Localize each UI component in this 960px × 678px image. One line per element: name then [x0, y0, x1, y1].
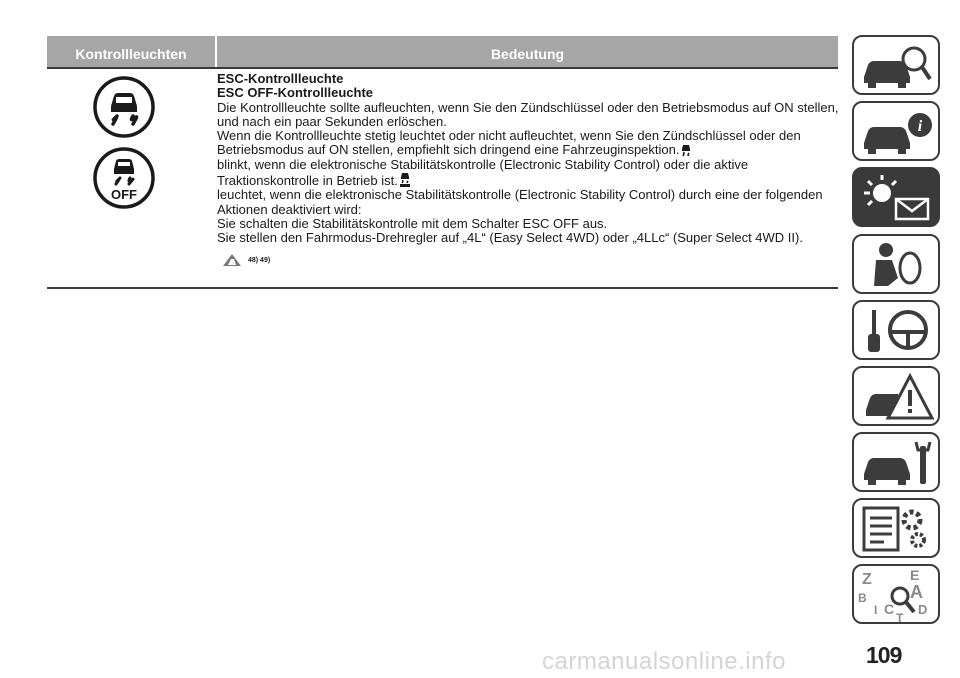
paragraph-3: blinkt, wenn die elektronische Stabilitätskontrolle (Electronic Stability Control) oder die aktive Traktionskontrolle in Betrieb ist.: [217, 156, 749, 189]
tab-warning-lights[interactable]: [852, 167, 940, 227]
table-bottom-rule: [47, 287, 838, 289]
tab-safety[interactable]: [852, 234, 940, 294]
car-crash-warning-icon: [854, 368, 938, 424]
esc-off-inline-icon: [398, 172, 412, 188]
off-label: OFF: [111, 187, 137, 202]
checklist-gears-icon: [854, 500, 938, 556]
car-search-icon: [854, 37, 938, 93]
svg-text:B: B: [858, 591, 867, 605]
alphabet-index-icon: [854, 566, 938, 622]
svg-text:Z: Z: [862, 571, 872, 588]
svg-text:C: C: [884, 601, 895, 617]
paragraph-2: Wenn die Kontrollleuchte stetig leuchtet oder nicht aufleuchtet, wenn Sie den Zündschlüssel oder den Betriebsmodus auf ON stellen, empfiehlt sich dringend eine Fahrzeuginspektion.: [217, 128, 801, 158]
tab-index[interactable]: [852, 564, 940, 624]
entry-title-esc: ESC-Kontrollleuchte: [217, 71, 344, 86]
tab-starting-driving[interactable]: [852, 300, 940, 360]
esc-inline-icon: [679, 143, 693, 157]
person-airbag-icon: [854, 236, 938, 292]
paragraph-5: Sie schalten die Stabilitätskontrolle mit dem Schalter ESC OFF aus.: [217, 215, 608, 231]
paragraph-1: Die Kontrollleuchte sollte aufleuchten, wenn Sie den Zündschlüssel oder den Betriebsmodus auf ON stellen, und nach ein paar Sekunden erlöschen.: [217, 99, 839, 129]
svg-text:T: T: [896, 611, 904, 622]
svg-text:i: i: [917, 118, 923, 135]
tab-car-info[interactable]: [852, 101, 940, 161]
tab-maintenance[interactable]: [852, 432, 940, 492]
page-number: 109: [866, 642, 902, 668]
table-header: [47, 36, 838, 69]
watermark: carmanualsonline.info: [542, 648, 786, 675]
key-steering-wheel-icon: [854, 302, 938, 358]
svg-text:D: D: [918, 602, 928, 617]
reference-numbers[interactable]: 48) 49): [248, 256, 271, 264]
entry-title-esc-off: ESC OFF-Kontrollleuchte: [217, 85, 373, 101]
column-header-bedeutung: Bedeutung: [490, 46, 565, 62]
paragraph-6: Sie stellen den Fahrmodus-Drehregler auf „4L“ (Easy Select 4WD) oder „4LLc“ (Super Select 4WD II).: [217, 230, 803, 246]
esc-warning-icon: [93, 76, 155, 138]
column-header-kontrollleuchten: Kontrollleuchten: [75, 46, 187, 62]
reference-notes: [222, 253, 270, 267]
tab-technical-data[interactable]: [852, 498, 940, 558]
esc-off-warning-icon: [93, 147, 155, 209]
paragraph-4: leuchtet, wenn die elektronische Stabilitätskontrolle (Electronic Stability Control) durch eine der folgenden Aktionen deaktiviert wird:: [217, 187, 823, 217]
tab-car-search[interactable]: [852, 35, 940, 95]
warning-triangle-hand-icon: [222, 253, 242, 267]
warning-light-mail-icon: [854, 169, 938, 225]
svg-text:A: A: [910, 582, 923, 602]
svg-text:E: E: [910, 567, 920, 583]
car-info-icon: [854, 103, 938, 159]
car-wrench-icon: [854, 434, 938, 490]
tab-emergency[interactable]: [852, 366, 940, 426]
svg-text:I: I: [874, 603, 878, 617]
description: [217, 72, 842, 246]
